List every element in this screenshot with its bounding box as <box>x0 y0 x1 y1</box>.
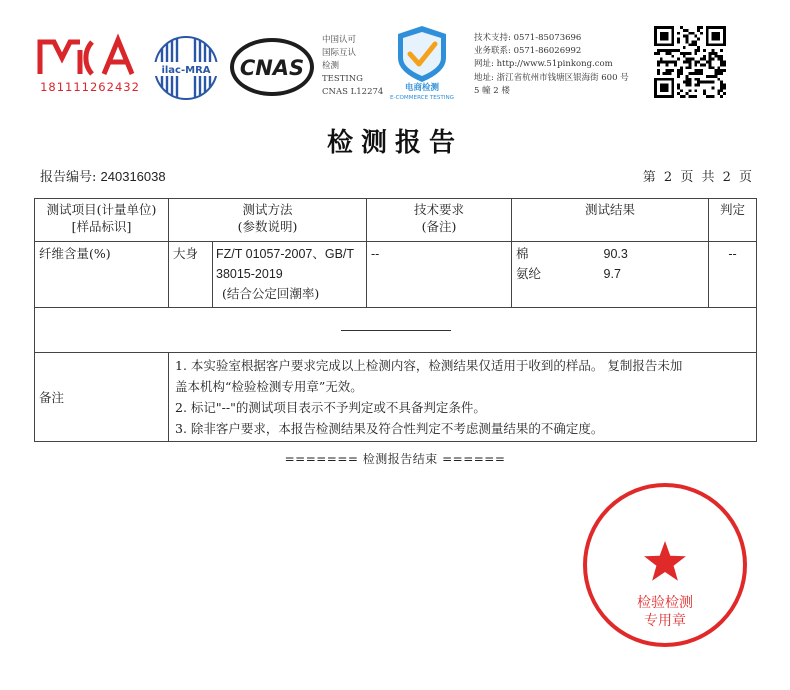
ilac-mra-logo <box>152 34 220 102</box>
ecommerce-testing-logo <box>388 24 456 100</box>
qr-code <box>654 26 726 98</box>
table-row <box>35 242 757 308</box>
page-info: 第 2 页 共 2 页 <box>642 170 754 185</box>
header-method-line: 测试方法 <box>242 202 293 217</box>
method-line: 38015-2019 <box>216 267 283 281</box>
ecommerce-label-en: E-COMMERCE TESTING <box>390 95 454 100</box>
accreditation-line: CNAS L12274 <box>322 87 384 97</box>
blank-row <box>35 308 757 353</box>
report-number-label: 报告编号: <box>40 170 97 185</box>
accreditation-line: 中国认可 <box>322 35 357 45</box>
cell-part: 大身 <box>169 242 213 308</box>
stamp-star-icon <box>644 541 686 581</box>
contact-line: 业务联系: 0571-86026992 <box>474 46 582 57</box>
cell-method <box>213 242 367 308</box>
cell-item: 纤维含量(%) <box>35 242 169 308</box>
contact-line: 5 幢 2 楼 <box>474 85 510 96</box>
remark-line: 1. 本实验室根据客户要求完成以上检测内容，检测结果仅适用于收到的样品。 复制报告未加 <box>175 358 683 373</box>
report-number-value: 240316038 <box>100 169 166 184</box>
method-note: (结合公定回潮率) <box>222 286 320 301</box>
table-header-row <box>35 199 757 242</box>
accreditation-line: TESTING <box>322 74 363 84</box>
contact-info <box>474 32 629 98</box>
fiber-value: 9.7 <box>603 267 621 281</box>
ilac-label: ilac-MRA <box>161 65 211 76</box>
remark-line: 2. 标记"--"的测试项目表示不予判定或不具备判定条件。 <box>175 400 486 415</box>
stamp-purpose-2: 专用章 <box>644 613 686 629</box>
header-item-line: [样品标识] <box>71 219 132 234</box>
header-item <box>35 199 169 242</box>
report-end-text: ======= 检测报告结束 ====== <box>284 452 506 466</box>
contact-line: 网址: http://www.51pinkong.com <box>474 59 613 70</box>
header-method <box>169 199 367 242</box>
remarks-label: 备注 <box>35 353 169 442</box>
blank-line <box>341 330 451 331</box>
header-method-line: (参数说明) <box>237 219 298 234</box>
cell-fiber-names <box>512 242 600 308</box>
accreditation-line: 检测 <box>322 61 340 71</box>
ecommerce-label-cn: 电商检测 <box>404 83 440 93</box>
header-requirement-line: 技术要求 <box>414 202 465 217</box>
cnas-label: CNAS <box>239 56 305 80</box>
remarks-content <box>169 353 757 442</box>
header-requirement <box>367 199 512 242</box>
header-result: 测试结果 <box>512 199 709 242</box>
cnas-logo <box>228 36 316 98</box>
report-table <box>34 198 757 442</box>
accreditation-line: 国际互认 <box>322 48 357 58</box>
cell-fiber-values <box>600 242 709 308</box>
remark-line: 3. 除非客户要求，本报告检测结果及符合性判定不考虑测量结果的不确定度。 <box>175 421 604 436</box>
fiber-name: 棉 <box>516 246 529 261</box>
cma-number: 181111262432 <box>40 80 140 94</box>
fiber-value: 90.3 <box>603 247 628 261</box>
fiber-name: 氨纶 <box>516 266 542 281</box>
report-number <box>40 166 166 185</box>
method-line: FZ/T 01057-2007、GB/T <box>216 247 355 261</box>
contact-line: 地址: 浙江省杭州市钱塘区银海街 600 号 <box>474 72 629 83</box>
header-verdict: 判定 <box>709 199 757 242</box>
contact-line: 技术支持: 0571-85073696 <box>474 33 582 43</box>
header-item-line: 测试项目(计量单位) <box>46 202 157 217</box>
stamp-purpose-1: 检验检测 <box>637 595 693 611</box>
remark-line: 盖本机构“检验检测专用章”无效。 <box>175 379 363 394</box>
header-requirement-line: (备注) <box>421 219 457 234</box>
cell-verdict: -- <box>709 242 757 308</box>
accreditation-text <box>322 34 383 99</box>
remarks-row <box>35 353 757 442</box>
official-stamp <box>580 480 750 650</box>
blank-cell <box>35 308 757 353</box>
report-title: 检测报告 <box>326 128 463 158</box>
cell-requirement: -- <box>367 242 512 308</box>
